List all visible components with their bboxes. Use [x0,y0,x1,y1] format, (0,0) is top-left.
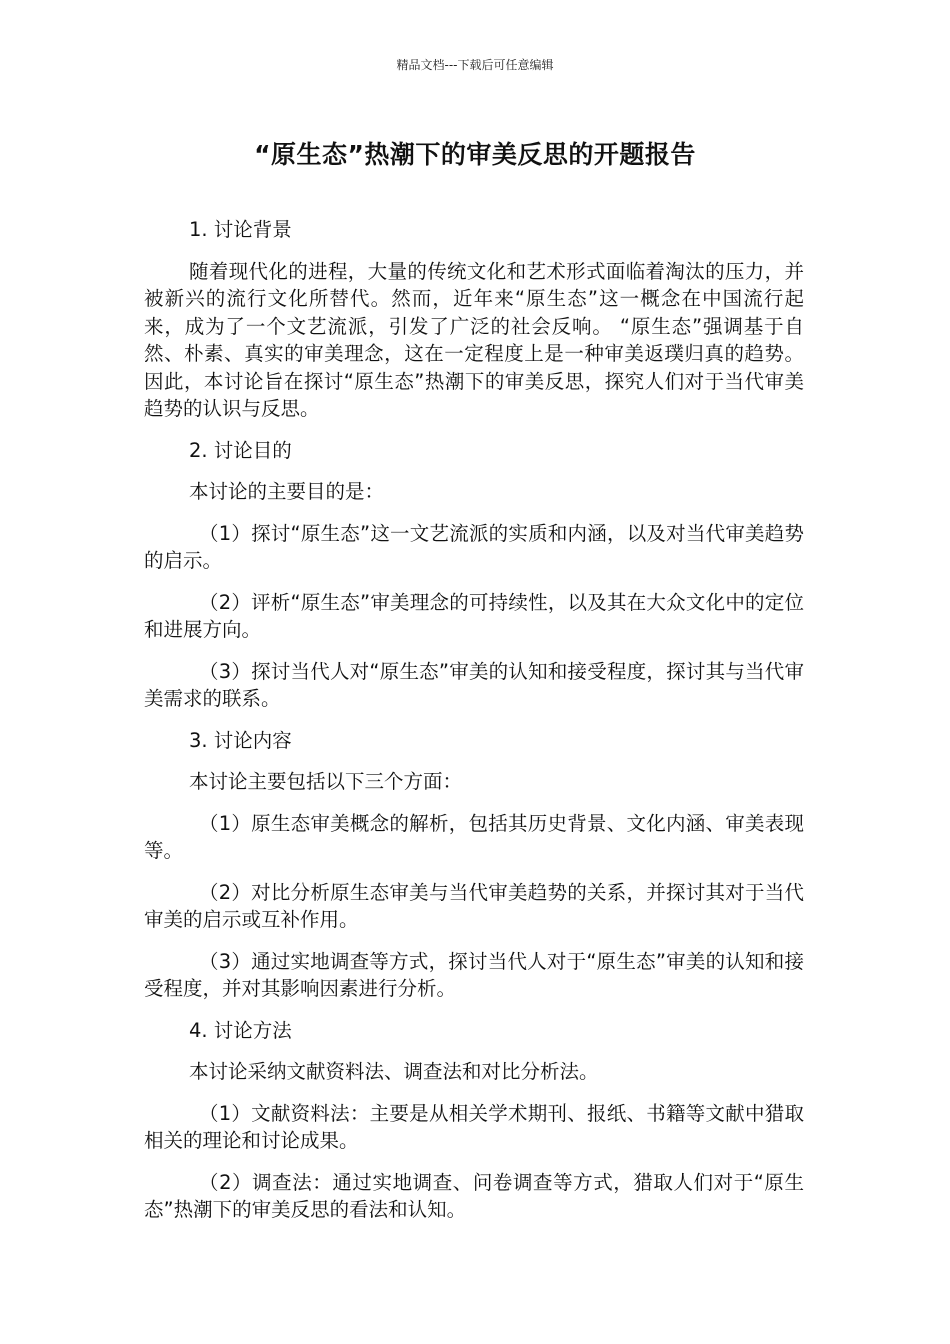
method-intro: 本讨论采纳文献资料法、调查法和对比分析法。 [189,1060,599,1083]
section-heading-content: 3. 讨论内容 [189,728,292,752]
method-item: （2）调查法：通过实地调查、问卷调查等方式，猎取人们对于“原生态”热潮下的审美反思的看法和认知。 [144,1170,804,1221]
background-paragraph: 随着现代化的进程，大量的传统文化和艺术形式面临着淘汰的压力，并被新兴的流行文化所替代。然而，近年来“原生态”这一概念在中国流行起来，成为了一个文艺流派，引发了广泛的社会反响。 “原生态”强调基于自然、朴素、真实的审美理念，这在一定程度上是一种审美返璞归真的趋势。因此，本讨论旨在探讨“原生态”热潮下的审美反思，探究人们对于当代审美趋势的认识与反思。 [144,259,804,420]
content-item: （2）对比分析原生态审美与当代审美趋势的关系，并探讨其对于当代审美的启示或互补作用。 [144,880,804,931]
purpose-item: （1）探讨“原生态”这一文艺流派的实质和内涵，以及对当代审美趋势的启示。 [144,521,804,572]
section-heading-method: 4. 讨论方法 [189,1018,292,1042]
purpose-intro: 本讨论的主要目的是： [189,480,385,503]
content-intro: 本讨论主要包括以下三个方面： [189,770,463,793]
document-body [144,216,804,1238]
purpose-item: （2）评析“原生态”审美理念的可持续性，以及其在大众文化中的定位和进展方向。 [144,590,804,641]
page-header: 精品文档---下载后可任意编辑 [396,58,554,72]
section-heading-background: 1. 讨论背景 [189,218,292,241]
purpose-item: （3）探讨当代人对“原生态”审美的认知和接受程度，探讨其与当代审美需求的联系。 [144,659,804,710]
document-title: “原生态”热潮下的审美反思的开题报告 [254,140,696,169]
section-heading-purpose: 2. 讨论目的 [189,438,292,462]
content-item: （1）原生态审美概念的解析，包括其历史背景、文化内涵、审美表现等。 [144,811,804,862]
method-item: （1）文献资料法：主要是从相关学术期刊、报纸、书籍等文献中猎取相关的理论和讨论成果。 [144,1101,804,1152]
content-item: （3）通过实地调查等方式，探讨当代人对于“原生态”审美的认知和接受程度，并对其影响因素进行分析。 [144,949,804,1000]
